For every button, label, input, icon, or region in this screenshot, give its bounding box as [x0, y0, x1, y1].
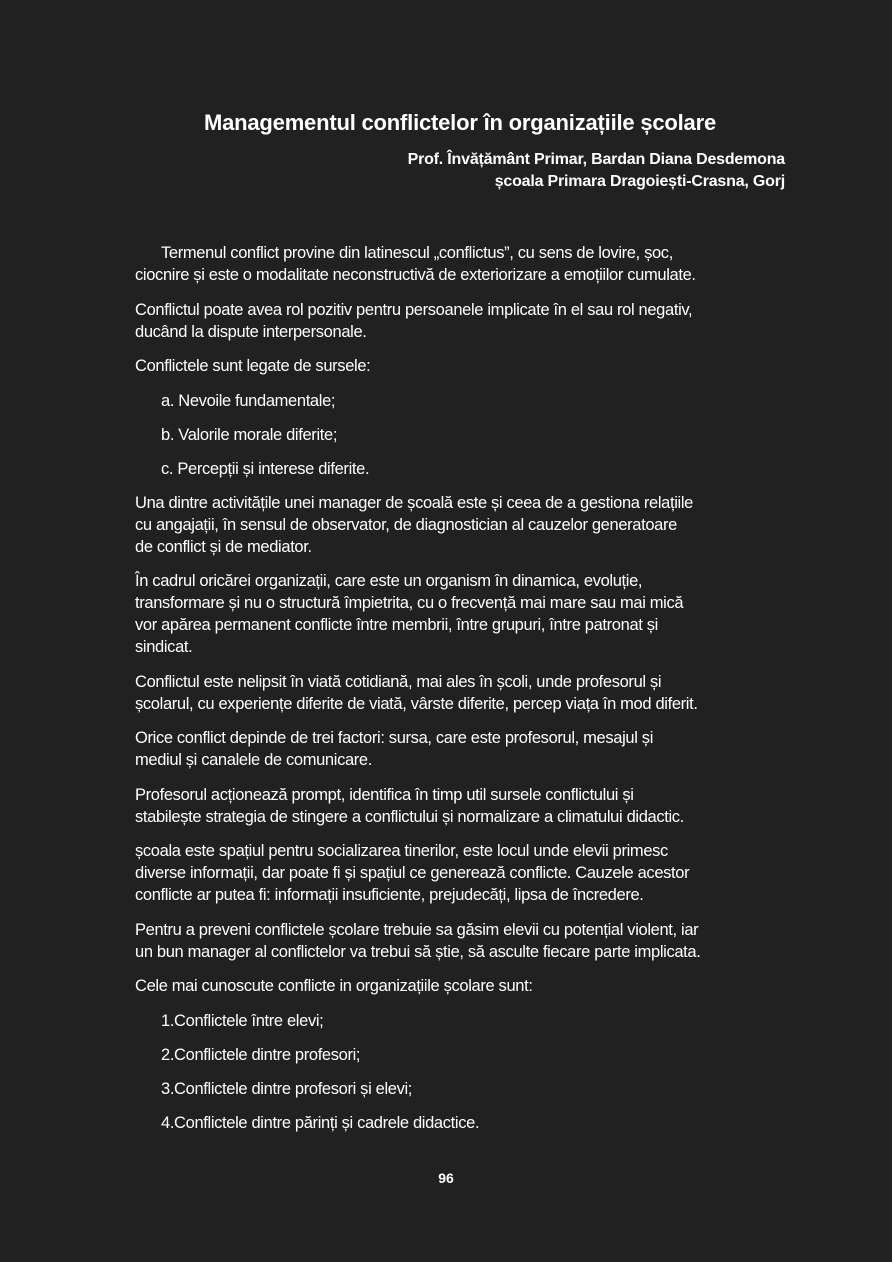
list-item	[135, 1112, 795, 1134]
text-line: c. Percepții și interese diferite.	[161, 459, 370, 478]
paragraph	[135, 242, 795, 286]
list-item	[135, 424, 795, 446]
paragraph	[135, 919, 795, 963]
text-line: Conflictele sunt legate de sursele:	[135, 357, 371, 375]
text-line: școala este spațiul pentru socializarea tinerilor, este locul unde elevii primesc	[135, 842, 668, 860]
paragraph	[135, 492, 795, 558]
document-body	[135, 242, 795, 1146]
text-line: a. Nevoile fundamentale;	[161, 391, 336, 410]
author-name: Prof. Învățământ Primar, Bardan Diana Desdemona	[407, 151, 785, 168]
paragraph	[135, 355, 795, 377]
text-line: Conflictul este nelipsit în viată cotidiană, mai ales în școli, unde profesorul și	[135, 672, 662, 691]
text-line: b. Valorile morale diferite;	[161, 425, 338, 444]
author-school: școala Primara Dragoiești-Crasna, Gorj	[494, 173, 785, 190]
text-line: de conflict și de mediator.	[135, 537, 312, 556]
page-number: 96	[438, 1170, 454, 1186]
paragraph	[135, 671, 795, 715]
paragraph	[135, 570, 795, 658]
text-line: cu angajații, în sensul de observator, de diagnostician al cauzelor generatoare	[135, 515, 677, 534]
text-line: ducând la dispute interpersonale.	[135, 322, 367, 341]
text-line: Termenul conflict provine din latinescul „conflictus”, cu sens de lovire, șoc,	[161, 244, 673, 262]
text-line: sindicat.	[135, 638, 193, 656]
text-line: 4.Conflictele dintre părinți și cadrele didactice.	[161, 1113, 480, 1132]
list-item	[135, 458, 795, 480]
text-line: conflicte ar putea fi: informații insuficiente, prejudecăți, lipsa de încredere.	[135, 886, 644, 904]
list-item	[135, 390, 795, 412]
text-line: Orice conflict depinde de trei factori: sursa, care este profesorul, mesajul și	[135, 729, 654, 747]
text-line: Cele mai cunoscute conflicte in organizațiile școlare sunt:	[135, 977, 533, 995]
paragraph	[135, 727, 795, 771]
text-line: ciocnire și este o modalitate neconstructivă de exteriorizare a emoțiilor cumulate.	[135, 266, 696, 284]
text-line: Pentru a preveni conflictele școlare trebuie sa găsim elevii cu potențial violent, iar	[135, 920, 699, 939]
list-item	[135, 1078, 795, 1100]
text-line: stabilește strategia de stingere a conflictului și normalizare a climatului didactic.	[135, 807, 684, 826]
list-item	[135, 1044, 795, 1066]
text-line: Profesorul acționează prompt, identifica în timp util sursele conflictului și	[135, 785, 634, 804]
text-line: diverse informații, dar poate fi și spațiul ce generează conflicte. Cauzele acestor	[135, 864, 690, 882]
paragraph	[135, 299, 795, 343]
list-item	[135, 1010, 795, 1032]
paragraph	[135, 784, 795, 828]
text-line: Una dintre activitățile unei manager de școală este și ceea de a gestiona relațiile	[135, 493, 693, 512]
text-line: 2.Conflictele dintre profesori;	[161, 1045, 361, 1064]
text-line: vor apărea permanent conflicte între membrii, între grupuri, între patronat și	[135, 616, 658, 634]
text-line: În cadrul oricărei organizații, care este un organism în dinamica, evoluție,	[135, 572, 643, 590]
text-line: mediul și canalele de comunicare.	[135, 751, 372, 769]
text-line: 1.Conflictele între elevi;	[161, 1011, 324, 1030]
document-title: Managementul conflictelor în organizațiile școlare	[203, 110, 716, 135]
text-line: școlarul, cu experiențe diferite de viată, vârste diferite, percep viața în mod diferit.	[135, 694, 698, 713]
paragraph	[135, 975, 795, 997]
text-line: un bun manager al conflictelor va trebui să știe, să asculte fiecare parte implicata.	[135, 942, 701, 961]
text-line: 3.Conflictele dintre profesori și elevi;	[161, 1079, 413, 1098]
text-line: Conflictul poate avea rol pozitiv pentru persoanele implicate în el sau rol negativ,	[135, 300, 693, 319]
paragraph	[135, 840, 795, 906]
text-line: transformare și nu o structură împietrita, cu o frecvență mai mare sau mai mică	[135, 594, 684, 612]
